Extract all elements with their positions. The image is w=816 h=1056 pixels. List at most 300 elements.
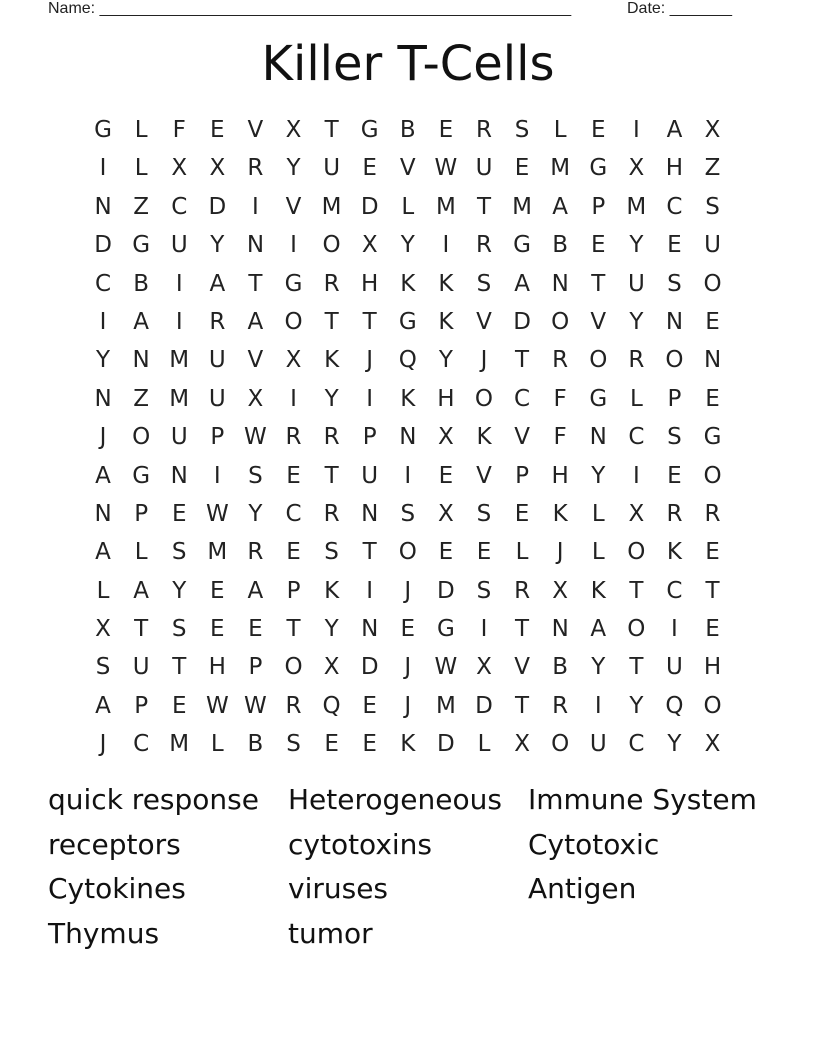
grid-letter: Q — [322, 692, 341, 719]
word-list-item: Thymus — [48, 917, 160, 951]
grid-letter: R — [552, 347, 569, 374]
grid-letter: O — [551, 308, 570, 335]
grid-letter: Y — [591, 462, 606, 489]
grid-letter: Y — [591, 654, 606, 681]
grid-letter: U — [208, 347, 226, 374]
grid-letter: I — [442, 232, 450, 259]
grid-letter: T — [515, 616, 530, 643]
grid-letter: N — [94, 385, 112, 412]
grid-letter: O — [474, 385, 494, 412]
grid-letter: G — [284, 270, 303, 297]
grid-letter: N — [361, 500, 379, 527]
grid-letter: V — [514, 654, 530, 681]
grid-letter: U — [361, 462, 379, 489]
grid-letter: E — [514, 500, 530, 527]
grid-letter: X — [704, 731, 721, 758]
grid-letter: N — [703, 347, 722, 374]
grid-letter: L — [96, 577, 110, 604]
grid-letter: O — [703, 692, 722, 719]
grid-letter: I — [480, 616, 488, 643]
grid-letter: H — [665, 155, 684, 182]
grid-letter: T — [362, 539, 377, 566]
grid-letter: A — [133, 308, 149, 335]
grid-letter: O — [665, 347, 684, 374]
page-title: Killer T-Cells — [261, 36, 555, 92]
grid-letter: E — [400, 616, 416, 643]
grid-letter: E — [286, 539, 301, 566]
grid-letter: E — [362, 731, 377, 758]
grid-letter: O — [322, 232, 341, 259]
grid-letter: G — [360, 117, 379, 143]
grid-letter: P — [210, 424, 225, 451]
grid-letter: S — [667, 270, 682, 297]
grid-letter: E — [438, 117, 454, 143]
grid-letter: G — [589, 385, 608, 412]
grid-letter: Y — [438, 347, 453, 374]
grid-letter: E — [705, 385, 720, 412]
grid-letter: N — [665, 308, 684, 335]
grid-letter: E — [514, 155, 530, 182]
grid-letter: D — [437, 577, 455, 604]
grid-letter: X — [361, 232, 378, 259]
grid-letter: D — [513, 308, 531, 335]
grid-letter: I — [671, 616, 678, 643]
grid-row — [84, 188, 734, 226]
grid-letter: S — [171, 539, 187, 566]
grid-letter: X — [323, 654, 340, 681]
word-list-item: Antigen — [528, 872, 637, 906]
grid-letter: A — [590, 616, 607, 643]
grid-letter: R — [323, 424, 340, 451]
grid-letter: O — [589, 347, 608, 374]
grid-letter: P — [286, 577, 301, 604]
grid-row — [84, 725, 734, 763]
grid-letter: L — [134, 539, 148, 566]
grid-letter: U — [589, 731, 607, 758]
grid-letter: L — [210, 731, 224, 758]
grid-letter: A — [666, 117, 683, 143]
grid-letter: X — [628, 500, 645, 527]
grid-letter: U — [627, 270, 645, 297]
grid-letter: P — [591, 193, 606, 220]
grid-letter: F — [553, 424, 567, 451]
grid-letter: X — [438, 500, 454, 527]
grid-letter: P — [362, 424, 377, 451]
grid-letter: Z — [133, 385, 150, 412]
word-list-item: receptors — [48, 827, 181, 861]
grid-letter: G — [398, 308, 417, 335]
grid-letter: S — [400, 500, 416, 527]
grid-letter: C — [95, 270, 112, 297]
grid-letter: L — [629, 385, 643, 412]
grid-letter: N — [589, 424, 607, 451]
grid-row — [84, 341, 734, 379]
grid-letter: X — [247, 385, 264, 412]
word-list-item: Cytotoxic — [528, 827, 660, 861]
grid-letter: N — [246, 232, 265, 259]
grid-letter: D — [437, 731, 455, 758]
grid-letter: E — [476, 539, 492, 566]
grid-letter: K — [552, 500, 568, 527]
grid-letter: G — [703, 424, 722, 451]
grid-letter: H — [703, 654, 722, 681]
grid-letter: W — [205, 500, 229, 527]
grid-letter: L — [477, 731, 491, 758]
grid-letter: T — [515, 692, 530, 719]
grid-letter: E — [438, 539, 454, 566]
grid-letter: X — [171, 155, 188, 182]
grid-letter: X — [285, 117, 302, 143]
grid-letter: Y — [96, 347, 111, 374]
grid-letter: D — [360, 193, 379, 220]
grid-letter: B — [247, 731, 264, 758]
grid-letter: K — [476, 424, 492, 451]
grid-letter: R — [285, 692, 302, 719]
grid-letter: G — [513, 232, 531, 259]
name-field: Name: _____________________________________________________ — [48, 0, 572, 17]
grid-letter: M — [169, 731, 190, 758]
grid-letter: A — [514, 270, 530, 297]
grid-letter: V — [514, 424, 530, 451]
grid-row — [84, 380, 734, 418]
grid-letter: C — [628, 731, 645, 758]
grid-letter: R — [285, 424, 302, 451]
grid-letter: L — [591, 539, 605, 566]
grid-letter: R — [247, 155, 264, 182]
grid-letter: J — [99, 424, 107, 451]
grid-letter: M — [435, 193, 456, 220]
grid-letter: Y — [248, 500, 263, 527]
grid-letter: I — [99, 308, 107, 335]
word-list-item: Cytokines — [48, 872, 186, 906]
grid-letter: K — [590, 577, 606, 604]
grid-letter: O — [284, 308, 303, 335]
grid-letter: T — [286, 616, 301, 643]
grid-letter: I — [594, 692, 602, 719]
grid-letter: D — [360, 654, 379, 681]
grid-letter: N — [94, 193, 112, 220]
grid-letter: Y — [629, 308, 644, 335]
grid-row — [84, 418, 734, 456]
grid-letter: K — [324, 347, 340, 374]
grid-letter: S — [514, 117, 530, 143]
grid-letter: Y — [629, 692, 644, 719]
grid-letter: Y — [172, 577, 187, 604]
grid-letter: N — [170, 462, 188, 489]
grid-letter: A — [95, 692, 111, 719]
grid-letter: I — [632, 462, 640, 489]
grid-letter: E — [705, 539, 720, 566]
grid-row — [84, 572, 734, 610]
grid-letter: C — [285, 500, 302, 527]
grid-letter: C — [666, 577, 683, 604]
grid-letter: O — [627, 539, 646, 566]
grid-letter: G — [589, 155, 608, 182]
grid-letter: R — [628, 347, 645, 374]
word-list-item: cytotoxins — [288, 827, 433, 861]
grid-letter: U — [170, 232, 188, 259]
grid-letter: S — [171, 616, 187, 643]
grid-letter: X — [476, 654, 492, 681]
grid-letter: G — [436, 616, 455, 643]
grid-letter: X — [285, 347, 302, 374]
grid-letter: A — [247, 577, 264, 604]
grid-letter: L — [591, 500, 605, 527]
grid-letter: Y — [324, 385, 339, 412]
grid-letter: Q — [665, 692, 684, 719]
grid-letter: P — [134, 500, 149, 527]
grid-letter: S — [667, 424, 682, 451]
grid-letter: O — [132, 424, 151, 451]
grid-letter: I — [252, 193, 259, 220]
grid-letter: K — [400, 270, 416, 297]
grid-letter: H — [208, 654, 226, 681]
grid-letter: X — [552, 577, 569, 604]
grid-letter: W — [244, 424, 267, 451]
grid-letter: B — [552, 654, 569, 681]
grid-letter: V — [247, 347, 264, 374]
grid-letter: O — [398, 539, 417, 566]
grid-letter: E — [210, 577, 225, 604]
grid-letter: U — [475, 155, 493, 182]
grid-letter: J — [404, 654, 412, 681]
grid-letter: T — [629, 577, 644, 604]
grid-letter: I — [366, 577, 374, 604]
grid-letter: S — [476, 577, 492, 604]
grid-letter: O — [703, 270, 722, 297]
grid-letter: E — [286, 462, 301, 489]
grid-letter: R — [475, 232, 492, 259]
grid-letter: I — [632, 117, 640, 143]
grid-letter: E — [362, 155, 377, 182]
grid-letter: J — [99, 731, 107, 758]
grid-row — [84, 265, 734, 303]
grid-row — [84, 687, 734, 725]
grid-letter: L — [134, 117, 148, 143]
grid-letter: K — [324, 577, 340, 604]
grid-letter: E — [590, 117, 606, 143]
grid-letter: F — [553, 385, 567, 412]
grid-letter: U — [208, 385, 226, 412]
grid-letter: W — [244, 692, 267, 719]
grid-letter: V — [399, 155, 416, 182]
grid-letter: T — [172, 654, 187, 681]
word-list-item: Immune System — [528, 783, 757, 816]
grid-letter: D — [475, 692, 493, 719]
grid-letter: G — [132, 232, 151, 259]
grid-row — [84, 111, 734, 149]
grid-row — [84, 226, 734, 264]
letter-grid — [84, 111, 734, 764]
grid-letter: A — [209, 270, 226, 297]
grid-letter: L — [553, 117, 567, 143]
grid-letter: E — [210, 117, 225, 143]
grid-letter: R — [323, 500, 340, 527]
grid-letter: U — [704, 232, 721, 259]
grid-letter: E — [324, 731, 339, 758]
grid-letter: H — [551, 462, 569, 489]
grid-letter: R — [323, 270, 340, 297]
grid-letter: N — [94, 500, 112, 527]
grid-letter: P — [515, 462, 530, 489]
grid-letter: V — [476, 308, 492, 335]
grid-letter: M — [169, 385, 190, 412]
grid-letter: V — [590, 308, 607, 335]
grid-letter: W — [434, 654, 458, 681]
grid-letter: E — [210, 616, 225, 643]
grid-row — [84, 457, 734, 495]
grid-letter: M — [207, 539, 228, 566]
grid-letter: T — [515, 347, 530, 374]
grid-letter: K — [400, 385, 416, 412]
grid-letter: P — [667, 385, 682, 412]
grid-letter: T — [476, 193, 492, 220]
grid-letter: I — [99, 155, 107, 182]
grid-letter: T — [248, 270, 263, 297]
grid-letter: F — [172, 117, 186, 143]
grid-letter: D — [208, 193, 227, 220]
grid-row — [84, 648, 734, 686]
grid-letter: U — [170, 424, 188, 451]
grid-letter: M — [626, 193, 647, 220]
grid-letter: B — [552, 232, 569, 259]
grid-letter: X — [438, 424, 454, 451]
grid-letter: A — [95, 462, 111, 489]
grid-letter: I — [213, 462, 221, 489]
grid-letter: N — [551, 270, 569, 297]
grid-letter: A — [95, 539, 111, 566]
grid-letter: O — [703, 462, 722, 489]
grid-letter: P — [134, 692, 149, 719]
grid-letter: R — [514, 577, 531, 604]
grid-letter: A — [133, 577, 149, 604]
grid-letter: K — [400, 731, 416, 758]
grid-letter: T — [324, 308, 339, 335]
grid-letter: O — [551, 731, 570, 758]
word-list-item: quick response — [48, 783, 259, 816]
grid-letter: R — [666, 500, 683, 527]
grid-letter: J — [556, 539, 564, 566]
grid-row — [84, 303, 734, 341]
grid-letter: W — [434, 155, 458, 182]
grid-letter: X — [514, 731, 530, 758]
word-list-item: Heterogeneous — [288, 783, 502, 816]
grid-letter: A — [247, 308, 264, 335]
grid-letter: I — [366, 385, 374, 412]
grid-letter: H — [437, 385, 455, 412]
grid-letter: T — [362, 308, 377, 335]
grid-letter: Y — [629, 232, 644, 259]
grid-letter: T — [324, 117, 339, 143]
grid-letter: U — [666, 654, 683, 681]
grid-letter: E — [248, 616, 263, 643]
grid-row — [84, 533, 734, 571]
grid-letter: S — [95, 654, 111, 681]
grid-letter: S — [476, 270, 492, 297]
grid-letter: R — [552, 692, 569, 719]
grid-letter: L — [134, 155, 148, 182]
grid-letter: A — [552, 193, 569, 220]
grid-letter: U — [323, 155, 341, 182]
grid-letter: M — [512, 193, 532, 220]
grid-row — [84, 149, 734, 187]
grid-letter: B — [133, 270, 150, 297]
grid-letter: T — [324, 462, 339, 489]
grid-letter: E — [362, 692, 377, 719]
grid-letter: L — [401, 193, 415, 220]
grid-letter: G — [132, 462, 151, 489]
grid-letter: J — [366, 347, 374, 374]
grid-letter: C — [171, 193, 188, 220]
grid-letter: K — [666, 539, 682, 566]
grid-letter: E — [438, 462, 454, 489]
grid-letter: R — [475, 117, 492, 143]
grid-letter: Y — [210, 232, 225, 259]
grid-letter: V — [476, 462, 492, 489]
grid-letter: J — [404, 577, 412, 604]
grid-letter: B — [399, 117, 416, 143]
grid-letter: K — [438, 270, 454, 297]
grid-letter: H — [361, 270, 379, 297]
grid-letter: E — [590, 232, 606, 259]
word-list — [48, 778, 768, 957]
grid-letter: X — [95, 616, 111, 643]
grid-letter: R — [704, 500, 721, 527]
grid-letter: E — [667, 232, 682, 259]
grid-letter: I — [290, 385, 297, 412]
grid-letter: J — [404, 692, 412, 719]
grid-letter: V — [285, 193, 302, 220]
grid-letter: X — [704, 117, 721, 143]
grid-letter: Y — [286, 155, 301, 182]
grid-letter: Z — [133, 193, 150, 220]
grid-letter: W — [205, 692, 229, 719]
date-field: Date: _______ — [627, 0, 732, 17]
word-list-item: tumor — [288, 917, 373, 951]
grid-letter: X — [209, 155, 226, 182]
grid-letter: I — [175, 270, 183, 297]
grid-letter: S — [286, 731, 301, 758]
grid-letter: Y — [400, 232, 415, 259]
grid-letter: L — [515, 539, 529, 566]
grid-letter: I — [404, 462, 412, 489]
grid-letter: K — [438, 308, 454, 335]
grid-letter: D — [94, 232, 112, 259]
grid-letter: M — [435, 692, 456, 719]
grid-letter: I — [175, 308, 183, 335]
grid-letter: X — [628, 155, 645, 182]
grid-letter: N — [361, 616, 379, 643]
grid-letter: Y — [667, 731, 682, 758]
grid-letter: Y — [324, 616, 339, 643]
grid-letter: R — [209, 308, 226, 335]
grid-letter: Z — [704, 155, 721, 182]
grid-letter: E — [705, 616, 720, 643]
grid-letter: O — [627, 616, 646, 643]
grid-letter: T — [705, 577, 720, 604]
grid-letter: U — [132, 654, 150, 681]
grid-letter: N — [551, 616, 569, 643]
grid-letter: P — [248, 654, 263, 681]
grid-letter: C — [514, 385, 531, 412]
grid-letter: O — [284, 654, 303, 681]
grid-letter: E — [171, 692, 187, 719]
grid-letter: V — [247, 117, 264, 143]
grid-letter: S — [705, 193, 720, 220]
grid-letter: N — [399, 424, 417, 451]
grid-letter: N — [132, 347, 150, 374]
grid-row — [84, 495, 734, 533]
